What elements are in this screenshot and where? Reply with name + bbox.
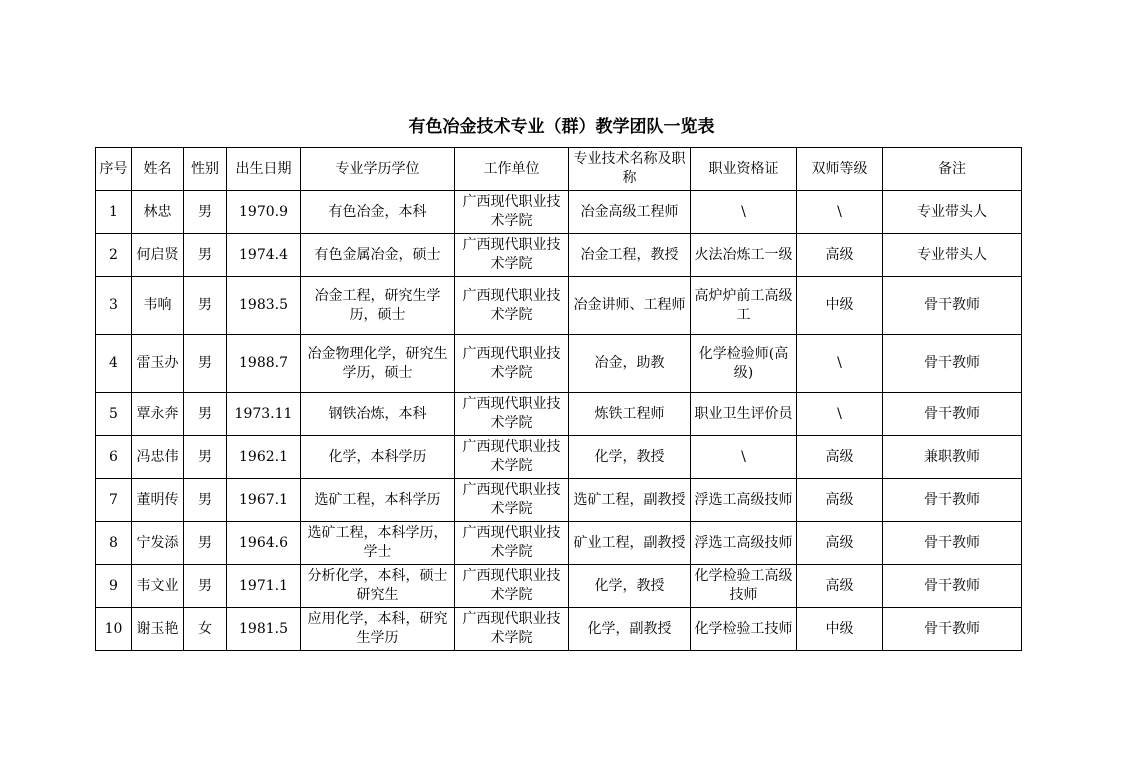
header-name: 姓名 xyxy=(132,148,184,191)
cell-title: 化学，教授 xyxy=(569,565,691,608)
cell-cert: 火法冶炼工一级 xyxy=(691,234,797,277)
cell-gender: 男 xyxy=(184,565,227,608)
cell-name: 林忠 xyxy=(132,191,184,234)
header-cert: 职业资格证 xyxy=(691,148,797,191)
cell-education: 有色金属冶金，硕士 xyxy=(301,234,455,277)
header-level: 双师等级 xyxy=(797,148,883,191)
cell-no: 6 xyxy=(96,436,132,479)
cell-cert: 化学检验师(高级) xyxy=(691,335,797,393)
cell-no: 1 xyxy=(96,191,132,234)
cell-cert: 化学检验工技师 xyxy=(691,608,797,651)
team-table xyxy=(95,147,1022,651)
cell-education: 钢铁冶炼，本科 xyxy=(301,393,455,436)
header-no: 序号 xyxy=(96,148,132,191)
cell-note: 专业带头人 xyxy=(883,191,1022,234)
header-note: 备注 xyxy=(883,148,1022,191)
cell-no: 8 xyxy=(96,522,132,565)
cell-gender: 男 xyxy=(184,191,227,234)
header-title: 专业技术名称及职称 xyxy=(569,148,691,191)
cell-education: 选矿工程，本科学历，学士 xyxy=(301,522,455,565)
cell-title: 化学，教授 xyxy=(569,436,691,479)
cell-level: 高级 xyxy=(797,234,883,277)
cell-level: \ xyxy=(797,335,883,393)
page-title: 有色冶金技术专业（群）教学团队一览表 xyxy=(408,117,715,137)
cell-title: 冶金，助教 xyxy=(569,335,691,393)
cell-cert: 职业卫生评价员 xyxy=(691,393,797,436)
cell-level: 高级 xyxy=(797,479,883,522)
cell-name: 韦响 xyxy=(132,277,184,335)
cell-gender: 男 xyxy=(184,436,227,479)
cell-education: 分析化学，本科，硕士研究生 xyxy=(301,565,455,608)
cell-birth: 1988.7 xyxy=(227,335,301,393)
cell-note: 骨干教师 xyxy=(883,335,1022,393)
cell-note: 骨干教师 xyxy=(883,479,1022,522)
cell-name: 董明传 xyxy=(132,479,184,522)
cell-birth: 1974.4 xyxy=(227,234,301,277)
cell-unit: 广西现代职业技术学院 xyxy=(455,565,569,608)
cell-birth: 1971.1 xyxy=(227,565,301,608)
cell-no: 5 xyxy=(96,393,132,436)
cell-name: 雷玉办 xyxy=(132,335,184,393)
table-row xyxy=(96,191,1022,234)
cell-unit: 广西现代职业技术学院 xyxy=(455,234,569,277)
cell-gender: 男 xyxy=(184,393,227,436)
cell-level: 高级 xyxy=(797,436,883,479)
cell-education: 冶金工程，研究生学历，硕士 xyxy=(301,277,455,335)
cell-name: 何启贤 xyxy=(132,234,184,277)
cell-cert: 化学检验工高级技师 xyxy=(691,565,797,608)
cell-gender: 男 xyxy=(184,335,227,393)
cell-birth: 1983.5 xyxy=(227,277,301,335)
cell-note: 骨干教师 xyxy=(883,393,1022,436)
cell-unit: 广西现代职业技术学院 xyxy=(455,277,569,335)
cell-unit: 广西现代职业技术学院 xyxy=(455,608,569,651)
cell-birth: 1973.11 xyxy=(227,393,301,436)
cell-birth: 1981.5 xyxy=(227,608,301,651)
cell-birth: 1967.1 xyxy=(227,479,301,522)
header-birth: 出生日期 xyxy=(227,148,301,191)
cell-unit: 广西现代职业技术学院 xyxy=(455,335,569,393)
cell-gender: 男 xyxy=(184,234,227,277)
table-row xyxy=(96,393,1022,436)
table-row xyxy=(96,565,1022,608)
cell-title: 化学，副教授 xyxy=(569,608,691,651)
table-row xyxy=(96,608,1022,651)
table-row xyxy=(96,277,1022,335)
cell-level: 高级 xyxy=(797,565,883,608)
cell-level: 高级 xyxy=(797,522,883,565)
header-unit: 工作单位 xyxy=(455,148,569,191)
cell-gender: 男 xyxy=(184,479,227,522)
cell-note: 骨干教师 xyxy=(883,565,1022,608)
cell-education: 冶金物理化学，研究生学历，硕士 xyxy=(301,335,455,393)
cell-gender: 男 xyxy=(184,277,227,335)
cell-level: \ xyxy=(797,393,883,436)
cell-title: 冶金工程，教授 xyxy=(569,234,691,277)
cell-name: 覃永奔 xyxy=(132,393,184,436)
cell-birth: 1964.6 xyxy=(227,522,301,565)
header-education: 专业学历学位 xyxy=(301,148,455,191)
table-row xyxy=(96,335,1022,393)
cell-cert: 高炉炉前工高级工 xyxy=(691,277,797,335)
cell-title: 炼铁工程师 xyxy=(569,393,691,436)
cell-gender: 男 xyxy=(184,522,227,565)
cell-name: 冯忠伟 xyxy=(132,436,184,479)
cell-title: 矿业工程，副教授 xyxy=(569,522,691,565)
cell-name: 韦文业 xyxy=(132,565,184,608)
cell-name: 谢玉艳 xyxy=(132,608,184,651)
cell-unit: 广西现代职业技术学院 xyxy=(455,436,569,479)
cell-birth: 1962.1 xyxy=(227,436,301,479)
cell-birth: 1970.9 xyxy=(227,191,301,234)
cell-title: 选矿工程，副教授 xyxy=(569,479,691,522)
table-row xyxy=(96,436,1022,479)
cell-note: 骨干教师 xyxy=(883,277,1022,335)
cell-unit: 广西现代职业技术学院 xyxy=(455,191,569,234)
table-header-row xyxy=(96,148,1022,191)
cell-cert: \ xyxy=(691,436,797,479)
table-row xyxy=(96,522,1022,565)
cell-note: 骨干教师 xyxy=(883,608,1022,651)
cell-level: 中级 xyxy=(797,277,883,335)
cell-cert: \ xyxy=(691,191,797,234)
cell-level: 中级 xyxy=(797,608,883,651)
cell-no: 10 xyxy=(96,608,132,651)
cell-unit: 广西现代职业技术学院 xyxy=(455,393,569,436)
cell-note: 骨干教师 xyxy=(883,522,1022,565)
table-row xyxy=(96,479,1022,522)
cell-education: 选矿工程，本科学历 xyxy=(301,479,455,522)
cell-title: 冶金讲师、工程师 xyxy=(569,277,691,335)
cell-education: 化学，本科学历 xyxy=(301,436,455,479)
cell-gender: 女 xyxy=(184,608,227,651)
cell-unit: 广西现代职业技术学院 xyxy=(455,479,569,522)
cell-no: 9 xyxy=(96,565,132,608)
cell-note: 专业带头人 xyxy=(883,234,1022,277)
cell-note: 兼职教师 xyxy=(883,436,1022,479)
cell-no: 2 xyxy=(96,234,132,277)
cell-cert: 浮选工高级技师 xyxy=(691,479,797,522)
cell-name: 宁发添 xyxy=(132,522,184,565)
cell-no: 4 xyxy=(96,335,132,393)
cell-education: 应用化学，本科，研究生学历 xyxy=(301,608,455,651)
cell-title: 冶金高级工程师 xyxy=(569,191,691,234)
header-gender: 性别 xyxy=(184,148,227,191)
cell-level: \ xyxy=(797,191,883,234)
cell-no: 3 xyxy=(96,277,132,335)
cell-unit: 广西现代职业技术学院 xyxy=(455,522,569,565)
table-row xyxy=(96,234,1022,277)
cell-no: 7 xyxy=(96,479,132,522)
cell-cert: 浮选工高级技师 xyxy=(691,522,797,565)
cell-education: 有色冶金，本科 xyxy=(301,191,455,234)
